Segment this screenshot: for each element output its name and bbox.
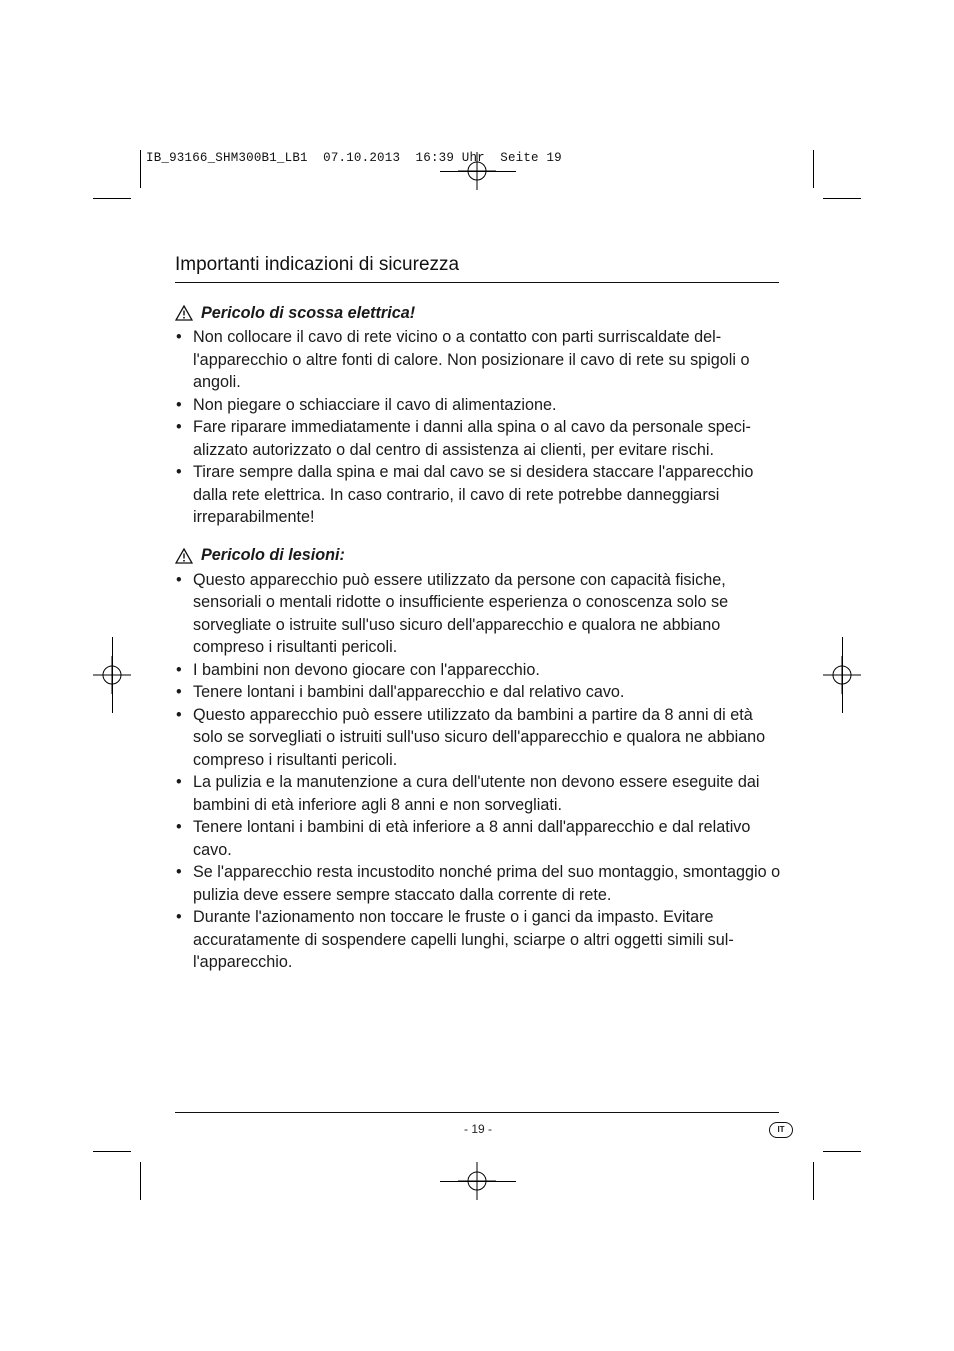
list-item: • I bambini non devono giocare con l'apparecchio. <box>175 659 785 682</box>
section-heading <box>175 300 785 326</box>
bullet-list <box>175 569 785 974</box>
list-item: • Questo apparecchio può essere utilizzato da persone con capacità fisiche, sensoriali o mentali ridotte o insufficiente esperienza o conoscenza solo se sorvegliate o istruite sull'uso sicuro dell'apparecchio e qualora ne abbiano compreso i risultanti pericoli. <box>175 569 785 659</box>
section-electric-shock <box>175 300 785 529</box>
page-number: - 19 - <box>463 1122 492 1136</box>
crop-mark <box>440 171 516 172</box>
list-item: • Fare riparare immediatamente i danni alla spina o al cavo da personale speci-alizzato autorizzato o dal centro di assistenza ai clienti, per evitare rischi. <box>175 416 785 461</box>
list-item: • Tirare sempre dalla spina e mai dal cavo se si desidera staccare l'apparecchio dalla rete elettrica. In caso contrario, il cavo di rete potrebbe danneggiarsi irreparabilmente! <box>175 461 785 529</box>
list-item: • La pulizia e la manutenzione a cura dell'utente non devono essere eseguite dai bambini di età inferiore agli 8 anni e non sorvegliati. <box>175 771 785 816</box>
bullet-list <box>175 326 785 529</box>
section-heading <box>175 543 785 569</box>
list-item: • Non collocare il cavo di rete vicino o a contatto con parti surriscaldate del-l'apparecchio o altre fonti di calore. Non posizionare il cavo di rete su spigoli o angoli. <box>175 326 785 394</box>
list-item: • Tenere lontani i bambini di età inferiore a 8 anni dall'apparecchio e dal relativo cavo. <box>175 816 785 861</box>
crop-mark <box>93 1151 131 1152</box>
crop-mark <box>140 150 141 188</box>
crop-mark <box>823 198 861 199</box>
language-badge: IT <box>769 1122 793 1138</box>
list-item: • Non piegare o schiacciare il cavo di alimentazione. <box>175 394 785 417</box>
divider <box>175 282 779 283</box>
page-title: Importanti indicazioni di sicurezza <box>175 254 460 275</box>
warning-triangle-icon <box>175 305 193 321</box>
crop-mark <box>112 637 113 713</box>
crop-mark <box>140 1162 141 1200</box>
section-heading-text: Pericolo di lesioni: <box>201 546 345 565</box>
list-item: • Tenere lontani i bambini dall'apparecchio e dal relativo cavo. <box>175 681 785 704</box>
list-item: • Durante l'azionamento non toccare le fruste o i ganci da impasto. Evitare accuratamente di sospendere capelli lunghi, sciarpe o altri oggetti simili sul-l'apparecchio. <box>175 906 785 974</box>
crop-mark <box>813 1162 814 1200</box>
crop-mark <box>93 198 131 199</box>
crop-mark <box>842 637 843 713</box>
crop-mark <box>823 1151 861 1152</box>
divider <box>175 1112 779 1113</box>
safety-content <box>175 300 785 974</box>
crop-mark <box>440 1181 516 1182</box>
warning-triangle-icon <box>175 548 193 564</box>
crop-mark <box>813 150 814 188</box>
section-injury <box>175 543 785 974</box>
section-heading-text: Pericolo di scossa elettrica! <box>201 303 416 322</box>
list-item: • Se l'apparecchio resta incustodito nonché prima del suo montaggio, smontaggio o pulizia deve essere sempre staccato dalla corrente di rete. <box>175 861 785 906</box>
print-slug-line: IB_93166_SHM300B1_LB1 07.10.2013 16:39 Uhr Seite 19 <box>146 151 562 165</box>
list-item: • Questo apparecchio può essere utilizzato da bambini a partire da 8 anni di età solo se sorvegliati o istruiti sull'uso sicuro dell'apparecchio e qualora ne abbiano compreso i risultanti pericoli. <box>175 704 785 772</box>
